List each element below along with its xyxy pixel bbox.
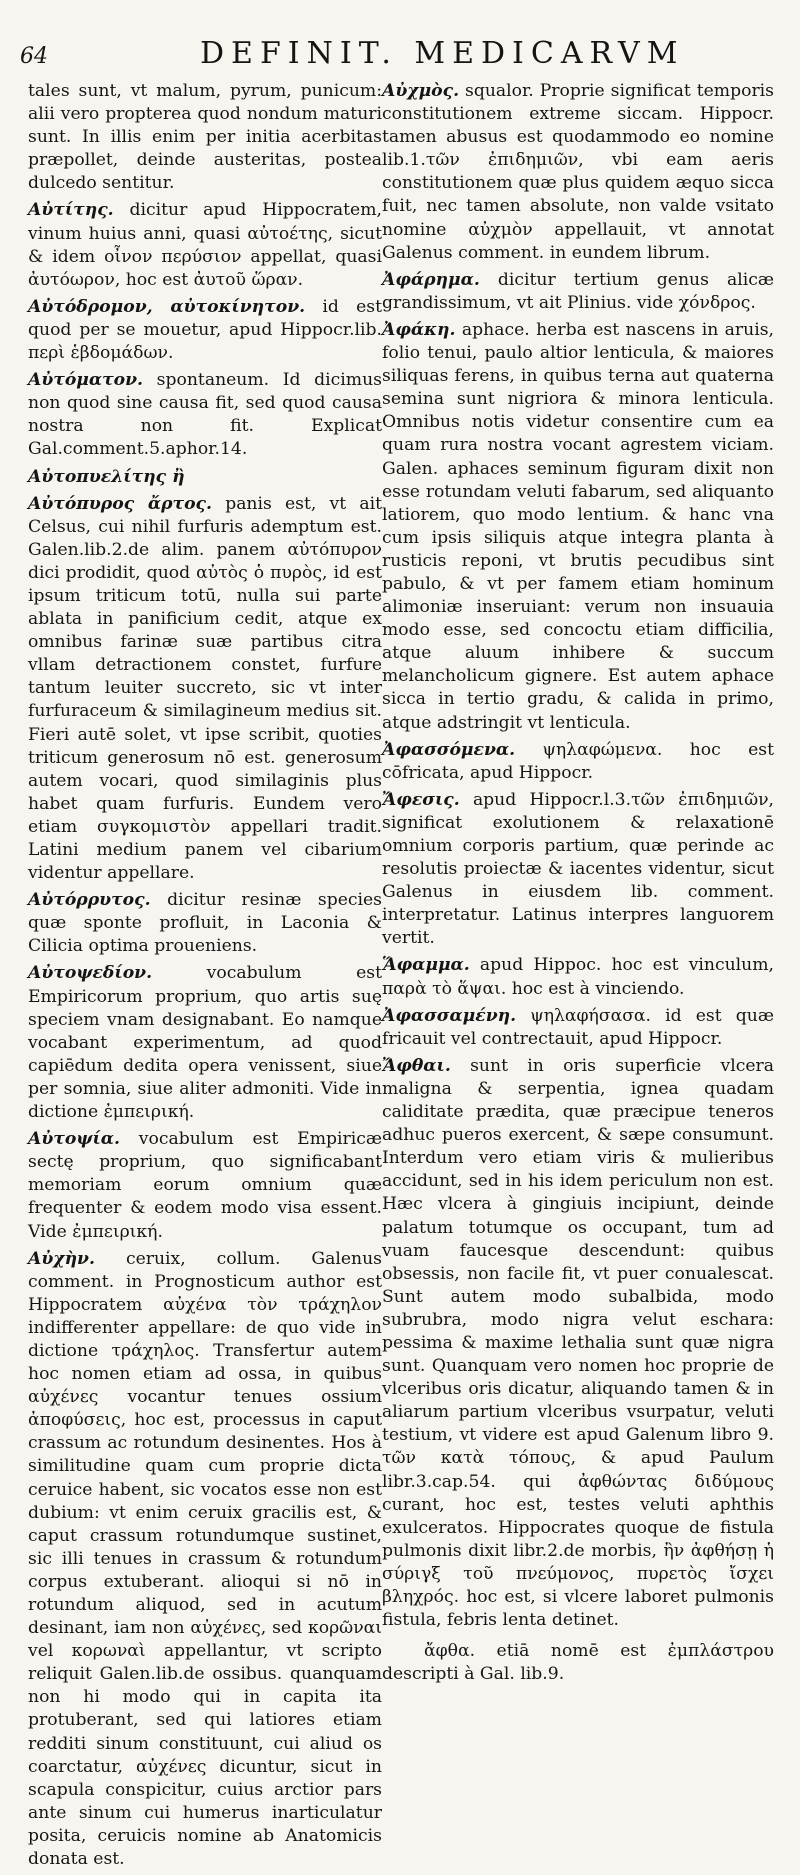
entry-text: dicitur resinæ species quæ sponte profluit, in Laconia & Cilicia optima proueniens. — [28, 890, 382, 957]
entry-text: aphace. herba est nascens in aruis, folio tenui, paulo altior lenticula, & maiores siliquas ferens, in quibus terna aut quaterna semina sunt nigriora & minora lenticula. Omnibus notis videtur consentire cum ea quam rura nostra vocant agrestem viciam. Galen. aphaces seminum figuram dixit non esse rotundam veluti fabarum, sed aliquanto latiorem, quo modo lentium. & hanc vna cum ipsis siliquis atque integra planta à rusticis reponi, vt brutis pecudibus sint pabulo, & vt per famem etiam hominum alimoniæ inseruiant: verum non insuauia modo esse, sed concoctu etiam difficilia, atque aluum inhibere & succum melancholicum gignere. Est autem aphace sicca in tertio gradu, & calida in primo, atque adstringit vt lenticula. — [382, 319, 774, 733]
entry-text: apud Hippoc. hoc est vinculum, παρὰ τὸ ἅψαι. hoc est à vinciendo. — [382, 955, 774, 999]
entry-term: Αὐχὴν. — [28, 1248, 95, 1269]
dictionary-entry — [382, 319, 774, 735]
entry-term: Αὐτοπυελίτης ἢ — [28, 466, 185, 487]
entry-term: Αὐτίτης. — [28, 200, 114, 221]
entry-text: apud Hippocr.l.3.τῶν ἐπιδημιῶν, significat exolutionem & relaxationē omnium corporis partium, quæ perinde ac resolutis proiectæ & iacentes videntur, sicut Galenus in eiusdem lib. comment. interpretatur. Latinus interpres languorem vertit. — [382, 789, 774, 949]
entry-term: Ἅφαμμα. — [382, 955, 470, 976]
dictionary-entry — [28, 296, 382, 365]
entry-term: Αὐχμὸς. — [382, 81, 460, 101]
entry-text: ψηλαφώμενα. hoc est cōfricata, apud Hippocr. — [382, 739, 774, 783]
entry-text: sunt in oris superficie vlcera maligna & serpentia, ignea quadam caliditate prædita, quæ præcipue teneros adhuc pueros exercent, & sæpe consumunt. Interdum vero etiam viris & mulieribus accidunt, sed in his idem periculum non est. Hæc vlcera à gingiuis incipiunt, deinde palatum totumque os occupant, tum ad vuam faucesque descendunt: quibus obsessis, non facile fit, vt puer conualescat. Sunt autem modo subalbida, modo subrubra, modo nigra velut eschara: pessima & maxime lethalia sunt quæ nigra sunt. Quanquam vero nomen hoc proprie de vlceribus oris dicatur, aliquando tamen & in aliarum partium vlceribus vsurpatur, veluti testium, vt videre est apud Galenum libro 9. τῶν κατὰ τόπους, & apud Paulum libr.3.cap.54. qui ἀφθώντας διδύμους curant, hoc est, testes veluti aphthis exulceratos. Hippocrates quoque de fistula pulmonis dixit libr.2.de morbis, ἢν ἀφθήσῃ ἡ σύριγξ τοῦ πνεύμονος, πυρετὸς ἴσχει βληχρός. hoc est, si vlcere laboret pulmonis fistula, febris lenta detinet. — [382, 1055, 774, 1631]
dictionary-entry — [382, 80, 774, 265]
entry-term: Αὐτόρρυτος. — [28, 890, 151, 911]
dictionary-entry — [382, 739, 774, 785]
entry-term: Ἄφεσις. — [382, 789, 460, 810]
dictionary-entry — [28, 1128, 382, 1243]
page-header — [20, 30, 790, 80]
running-title: DEFINIT. MEDICARVM — [200, 36, 685, 71]
dictionary-entry — [382, 1005, 774, 1051]
entry-term: Ἀφασσόμενα. — [382, 739, 516, 760]
entry-term: Αὐτοψία. — [28, 1129, 120, 1150]
dictionary-entry — [382, 1055, 774, 1632]
dictionary-entry — [28, 80, 382, 195]
dictionary-entry — [28, 466, 382, 489]
dictionary-entry — [28, 199, 382, 291]
page-number: 64 — [20, 44, 48, 69]
dictionary-entry — [382, 269, 774, 315]
dictionary-entry — [28, 493, 382, 886]
entry-text: panis est, vt ait Celsus, cui nihil furfuris ademptum est. Galen.lib.2.de alim. panem αὐτόπυρον dici prodidit, quod αὐτὸς ὁ πυρὸς, id est ipsum triticum totū, nulla sui parte ablata in panificium cedit, atque ex omnibus farinæ suæ partibus citra vllam detractionem constet, furfure tantum leuiter succreto, sic vt inter furfuraceum & similagineum medius sit. Fieri autē solet, vt ipse scribit, quoties triticum generosum nō est. generosum autem vocari, quod similaginis plus habet quam furfuris. Eundem vero etiam συγκομιστὸν appellari tradit. Latini medium panem vel cibarium videntur appellare. — [28, 493, 382, 884]
dictionary-entry — [28, 889, 382, 958]
left-column — [28, 80, 382, 1875]
entry-term: Ἀφασσαμένη. — [382, 1005, 517, 1026]
entry-term: Αὐτοψεδίον. — [28, 963, 153, 984]
entry-text: id est quod per se mouetur, apud Hippocr.lib. περὶ ἑβδομάδων. — [28, 296, 382, 364]
entry-text: tales sunt, vt malum, pyrum, punicum: alii vero propterea quod nondum maturi sunt. In illis enim per initia acerbitas præpollet, deinde austeritas, postea dulcedo sentitur. — [28, 81, 382, 194]
entry-text: vocabulum est Empiricorum proprium, quo artis suę speciem vnam designabant. Eo namque vocabant experimentum, ad quod capiēdum dedita opera venissent, siue per somnia, siue aliter admoniti. Vide in dictione ἐμπειρική. — [28, 963, 382, 1123]
right-column — [382, 80, 774, 1690]
entry-text: dicitur tertium genus alicæ grandissimum, vt ait Plinius. vide χόνδρος. — [382, 269, 774, 313]
entry-term: Ἀφάρημα. — [382, 269, 480, 290]
dictionary-entry — [382, 1640, 774, 1686]
entry-term: Ἀφάκη. — [382, 319, 456, 340]
entry-text: ψηλαφήσασα. id est quæ fricauit vel contrectauit, apud Hippocr. — [382, 1005, 774, 1049]
dictionary-entry — [28, 369, 382, 461]
entry-term: Αὐτόματον. — [28, 370, 144, 391]
entry-text: vocabulum est Empiricæ sectę proprium, quo significabant memoriam eorum omnium quæ frequenter & eodem modo visa essent. Vide ἐμπειρική. — [28, 1129, 382, 1242]
entry-text: dicitur apud Hippocratem, vinum huius anni, quasi αὐτοέτης, sicut & idem οἶνον περύσιον appellat, quasi ἀυτόωρον, hoc est ἀυτοῦ ὥραν. — [28, 200, 382, 290]
dictionary-entry — [382, 954, 774, 1000]
entry-term: Αὐτόδρομον, αὐτοκίνητον. — [28, 296, 306, 317]
entry-text: ἄφθα. etiā nomē est ἐμπλάστρου descripti à Gal. lib.9. — [382, 1641, 774, 1685]
entry-text: squalor. Proprie significat temporis constitutionem extreme siccam. Hippocr. tamen abusus est quodammodo eo nomine lib.1.τῶν ἐπιδημιῶν, vbi eam aeris constitutionem quæ plus quidem æquo sicca fuit, nec tamen absolute, non valde vsitato nomine αὐχμὸν appellauit, vt annotat Galenus comment. in eundem librum. — [382, 81, 774, 263]
entry-text: ceruix, collum. Galenus comment. in Prognosticum author est Hippocratem αὐχένα τὸν τράχηλον indifferenter appellare: de quo vide in dictione τράχηλος. Transfertur autem hoc nomen etiam ad ossa, in quibus αὐχένες vocantur tenues ossium ἀποφύσεις, hoc est, processus in caput crassum ac rotundum desinentes. Hos à similitudine quam cum proprie dicta ceruice habent, sic vocatos esse non est dubium: vt enim ceruix gracilis est, & caput crassum rotundumque sustinet, sic illi tenues in crassum & rotundum corpus extuberant. alioqui si nō in rotundum aliquod, sed in acutum desinant, iam non αὐχένες, sed κορῶναι vel κορωναὶ appellantur, vt scripto reliquit Galen.lib.de ossibus. quanquam non hi modo qui in capita ita protuberant, sed qui latiores etiam redditi sinum constituunt, cui aliud os coarctatur, αὐχένες dicuntur, sicut in scapula conspicitur, cuius arctior pars ante sinum cui humerus inarticulatur posita, ceruicis nomine ab Anatomicis donata est. — [28, 1248, 382, 1870]
entry-text: spontaneum. Id dicimus non quod sine causa fit, sed quod causa nostra non fit. Explicat Gal.comment.5.aphor.14. — [28, 370, 382, 460]
entry-term: Ἄφθαι. — [382, 1055, 451, 1076]
entry-term: Αὐτόπυρος ἄρτος. — [28, 493, 212, 514]
dictionary-entry — [28, 1248, 382, 1872]
dictionary-entry — [28, 962, 382, 1124]
dictionary-entry — [382, 789, 774, 951]
